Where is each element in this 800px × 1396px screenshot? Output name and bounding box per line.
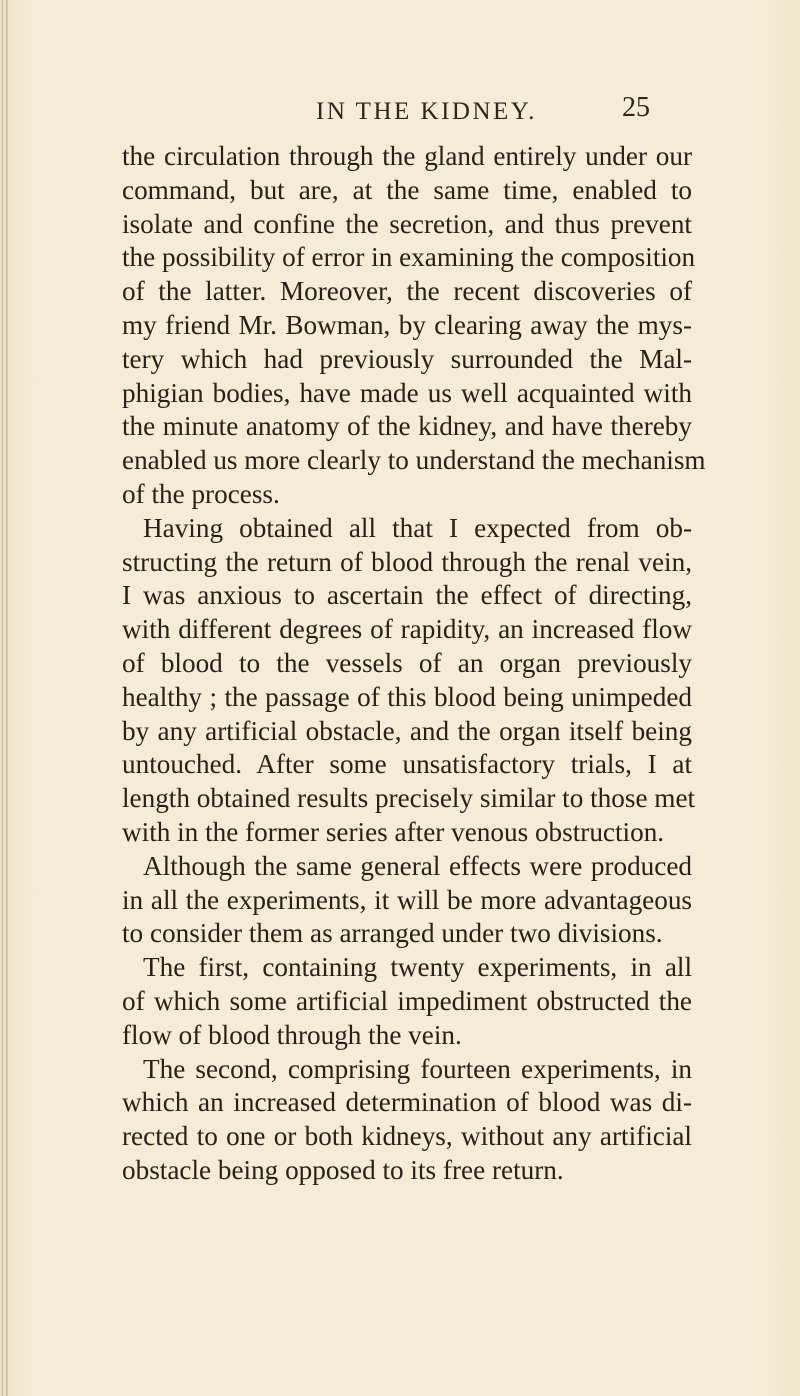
text-line: the minute anatomy of the kidney, and have thereby <box>122 411 692 442</box>
text-line: Having obtained all that I expected from ob- <box>143 512 692 543</box>
text-line: isolate and confine the secretion, and thus prevent <box>122 208 692 239</box>
text-line: command, but are, at the same time, enabled to <box>122 174 692 205</box>
text-line: with different degrees of rapidity, an increased flow <box>122 614 692 645</box>
text-line: structing the return of blood through the renal vein, <box>122 546 692 577</box>
binding-edge <box>2 0 3 1396</box>
text-line: the circulation through the gland entirely under our <box>122 141 692 171</box>
page-number: 25 <box>622 92 650 123</box>
text-line: phigian bodies, have made us well acquainted with <box>122 377 692 408</box>
text-line: flow of blood through the vein. <box>122 1019 462 1050</box>
text-line: of the latter. Moreover, the recent discoveries of <box>122 276 692 307</box>
text-line: of blood to the vessels of an organ previously <box>122 647 692 678</box>
text-line: in all the experiments, it will be more advantageous <box>122 884 692 915</box>
running-title: IN THE KIDNEY. <box>316 98 537 125</box>
text-line: length obtained results precisely similar to those met <box>122 783 696 814</box>
text-line: obstacle being opposed to its free return. <box>122 1154 564 1185</box>
text-line: of which some artificial impediment obstructed the <box>122 985 692 1016</box>
running-head <box>0 92 800 138</box>
body-text <box>122 140 706 1188</box>
binding-shadow <box>6 0 8 1396</box>
text-line: my friend Mr. Bowman, by clearing away the mys- <box>122 309 692 340</box>
text-line: of the process. <box>122 478 280 509</box>
text-line: the possibility of error in examining the composition <box>122 242 696 273</box>
text-line: which an increased determination of blood was di- <box>122 1087 692 1118</box>
text-line: The second, comprising fourteen experiments, in <box>143 1053 692 1084</box>
text-line: rected to one or both kidneys, without any artificial <box>122 1121 692 1152</box>
text-line: The first, containing twenty experiments, in all <box>143 952 692 983</box>
text-line: I was anxious to ascertain the effect of directing, <box>122 580 692 611</box>
text-line: to consider them as arranged under two divisions. <box>122 918 663 949</box>
text-line: tery which had previously surrounded the Mal- <box>122 343 692 374</box>
text-line: enabled us more clearly to understand the mechanism <box>122 445 706 476</box>
text-line: healthy ; the passage of this blood being unimpeded <box>122 681 692 712</box>
text-line: untouched. After some unsatisfactory trials, I at <box>122 749 692 780</box>
text-line: Although the same general effects were produced <box>143 850 692 881</box>
text-line: by any artificial obstacle, and the organ itself being <box>122 715 692 746</box>
text-line: with in the former series after venous obstruction. <box>122 816 665 847</box>
